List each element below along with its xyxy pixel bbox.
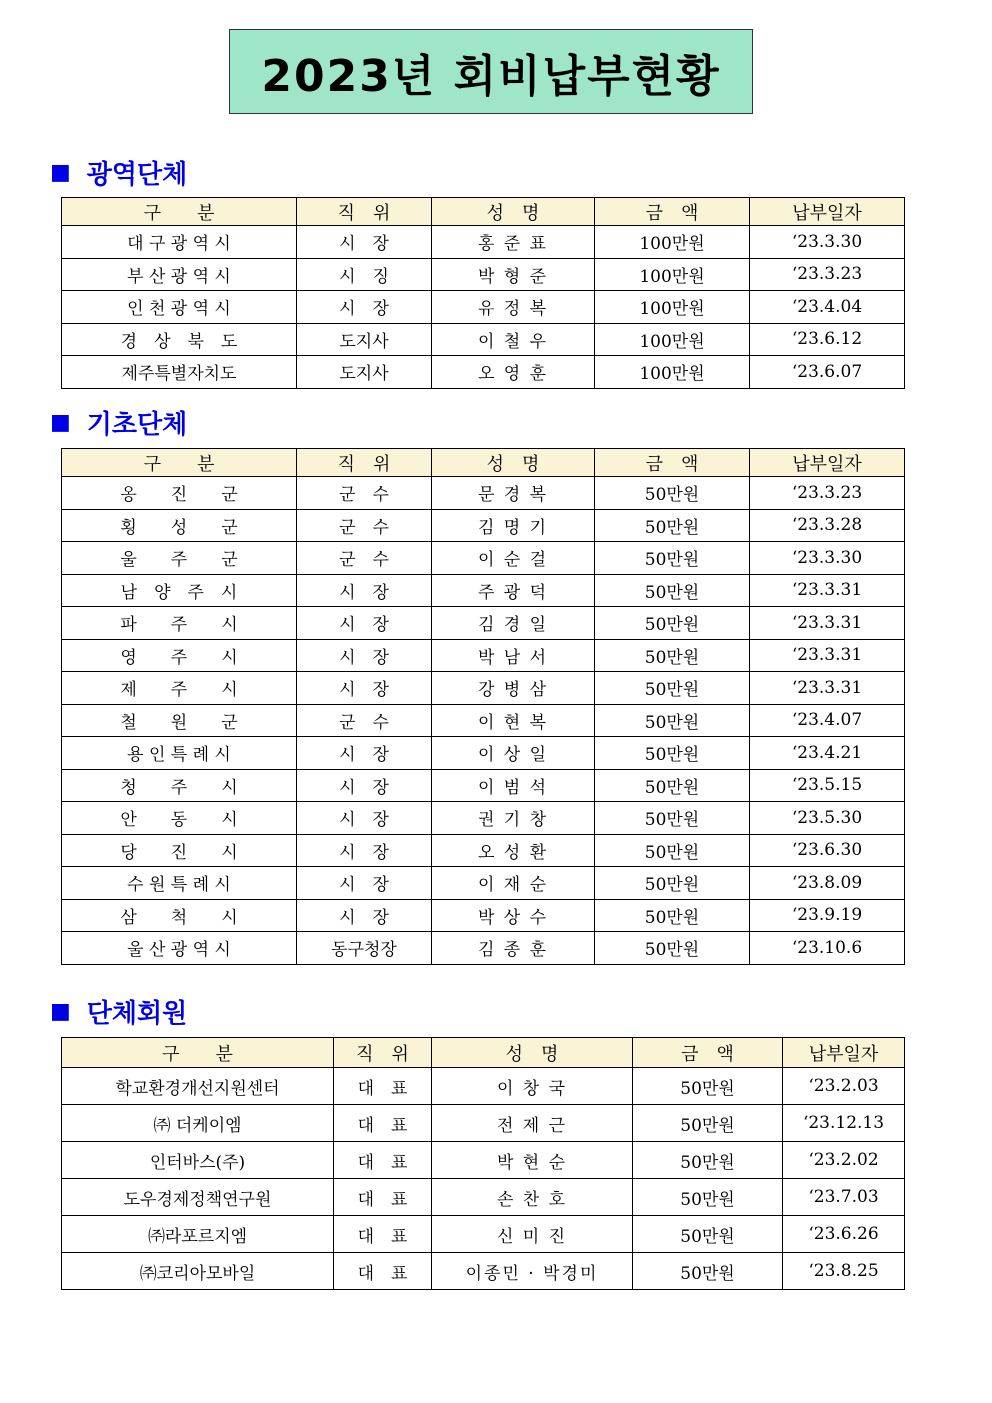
cell-amount: 50만원 [595, 769, 750, 802]
cell-name: 문 경 복 [432, 477, 595, 510]
cell-name: 이 창 국 [432, 1068, 633, 1105]
cell-category: 수 원 특 례 시 [62, 867, 297, 900]
cell-amount: 100만원 [595, 323, 750, 356]
cell-name: 주 광 덕 [432, 574, 595, 607]
organization-table [61, 1037, 905, 1290]
cell-position: 동구청장 [297, 932, 432, 965]
cell-category: 철 원 군 [62, 704, 297, 737]
cell-amount: 50만원 [595, 899, 750, 932]
cell-category: 청 주 시 [62, 769, 297, 802]
header-date: 납부일자 [783, 1038, 905, 1068]
cell-category: 용 인 특 례 시 [62, 737, 297, 770]
header-category: 구 분 [62, 1038, 334, 1068]
cell-date: ‘23.10.6 [750, 932, 905, 965]
cell-amount: 50만원 [633, 1179, 783, 1216]
square-bullet-icon: ■ [50, 160, 71, 185]
regional-table [61, 197, 905, 389]
cell-amount: 50만원 [633, 1253, 783, 1290]
cell-position: 시 장 [297, 639, 432, 672]
table-row [62, 834, 905, 867]
cell-name: 이 재 순 [432, 867, 595, 900]
cell-amount: 50만원 [595, 607, 750, 640]
cell-amount: 50만원 [595, 737, 750, 770]
cell-date: ‘23.4.21 [750, 737, 905, 770]
cell-amount: 50만원 [595, 639, 750, 672]
cell-name: 홍 준 표 [432, 226, 595, 259]
cell-category: 대 구 광 역 시 [62, 226, 297, 259]
table-header-row [62, 198, 905, 226]
header-category: 구 분 [62, 198, 297, 226]
table-row [62, 356, 905, 389]
cell-name: 박 남 서 [432, 639, 595, 672]
cell-position: 대 표 [334, 1105, 432, 1142]
cell-category: 인터바스(주) [62, 1142, 334, 1179]
cell-category: 부 산 광 역 시 [62, 258, 297, 291]
cell-category: 옹 진 군 [62, 477, 297, 510]
header-date: 납부일자 [750, 449, 905, 477]
cell-amount: 50만원 [595, 574, 750, 607]
table-header-row [62, 1038, 905, 1068]
cell-amount: 50만원 [595, 542, 750, 575]
square-bullet-icon: ■ [50, 999, 71, 1024]
cell-date: ‘23.4.07 [750, 704, 905, 737]
section-heading-local [50, 404, 187, 441]
cell-position: 대 표 [334, 1216, 432, 1253]
header-amount: 금 액 [595, 449, 750, 477]
cell-category: 울 주 군 [62, 542, 297, 575]
cell-date: ‘23.3.28 [750, 509, 905, 542]
table-row [62, 704, 905, 737]
cell-position: 시 장 [297, 226, 432, 259]
table-row [62, 737, 905, 770]
title-box [229, 29, 753, 114]
cell-name: 전 제 근 [432, 1105, 633, 1142]
cell-name: 손 찬 호 [432, 1179, 633, 1216]
cell-position: 군 수 [297, 542, 432, 575]
cell-position: 군 수 [297, 477, 432, 510]
cell-category: 파 주 시 [62, 607, 297, 640]
header-amount: 금 액 [633, 1038, 783, 1068]
cell-amount: 50만원 [595, 704, 750, 737]
cell-date: ‘23.6.26 [783, 1216, 905, 1253]
square-bullet-icon: ■ [50, 410, 71, 435]
table-row [62, 639, 905, 672]
cell-amount: 50만원 [595, 867, 750, 900]
cell-position: 시 장 [297, 291, 432, 324]
cell-date: ‘23.3.30 [750, 542, 905, 575]
cell-date: ‘23.8.25 [783, 1253, 905, 1290]
cell-category: ㈜ 더케이엠 [62, 1105, 334, 1142]
cell-name: 이 철 우 [432, 323, 595, 356]
cell-amount: 50만원 [595, 932, 750, 965]
cell-name: 이 현 복 [432, 704, 595, 737]
cell-name: 권 기 창 [432, 802, 595, 835]
local-table [61, 448, 905, 965]
table-row [62, 672, 905, 705]
cell-category: 제주특별자치도 [62, 356, 297, 389]
cell-name: 이 상 일 [432, 737, 595, 770]
cell-category: 제 주 시 [62, 672, 297, 705]
header-name: 성 명 [432, 1038, 633, 1068]
cell-category: 삼 척 시 [62, 899, 297, 932]
table-row [62, 1142, 905, 1179]
table-row [62, 932, 905, 965]
cell-name: 김 명 기 [432, 509, 595, 542]
cell-position: 군 수 [297, 704, 432, 737]
cell-date: ‘23.7.03 [783, 1179, 905, 1216]
cell-name: 이 범 석 [432, 769, 595, 802]
table-row [62, 477, 905, 510]
cell-category: 횡 성 군 [62, 509, 297, 542]
section-heading-organization [50, 993, 187, 1030]
table-row [62, 899, 905, 932]
cell-name: 신 미 진 [432, 1216, 633, 1253]
cell-amount: 50만원 [633, 1142, 783, 1179]
cell-category: 남 양 주 시 [62, 574, 297, 607]
cell-amount: 50만원 [633, 1216, 783, 1253]
cell-date: ‘23.8.09 [750, 867, 905, 900]
cell-category: 학교환경개선지원센터 [62, 1068, 334, 1105]
cell-name: 유 정 복 [432, 291, 595, 324]
cell-amount: 50만원 [633, 1068, 783, 1105]
table-row [62, 258, 905, 291]
header-name: 성 명 [432, 198, 595, 226]
cell-date: ‘23.6.30 [750, 834, 905, 867]
header-amount: 금 액 [595, 198, 750, 226]
table-row [62, 1216, 905, 1253]
section-title: 단체회원 [86, 999, 188, 1029]
cell-date: ‘23.3.31 [750, 639, 905, 672]
cell-date: ‘23.4.04 [750, 291, 905, 324]
header-category: 구 분 [62, 449, 297, 477]
cell-name: 이종민 · 박경미 [432, 1253, 633, 1290]
cell-date: ‘23.9.19 [750, 899, 905, 932]
cell-date: ‘23.12.13 [783, 1105, 905, 1142]
table-row [62, 574, 905, 607]
cell-category: 경 상 북 도 [62, 323, 297, 356]
cell-amount: 100만원 [595, 258, 750, 291]
cell-position: 대 표 [334, 1142, 432, 1179]
cell-position: 시 장 [297, 899, 432, 932]
header-position: 직 위 [297, 198, 432, 226]
table-row [62, 867, 905, 900]
cell-position: 도지사 [297, 356, 432, 389]
cell-category: 안 동 시 [62, 802, 297, 835]
cell-name: 박 상 수 [432, 899, 595, 932]
cell-name: 박 형 준 [432, 258, 595, 291]
table-row [62, 542, 905, 575]
cell-name: 강 병 삼 [432, 672, 595, 705]
cell-date: ‘23.3.31 [750, 574, 905, 607]
table-row [62, 509, 905, 542]
cell-amount: 100만원 [595, 226, 750, 259]
table-row [62, 1179, 905, 1216]
table-row [62, 607, 905, 640]
cell-category: 영 주 시 [62, 639, 297, 672]
cell-name: 김 종 훈 [432, 932, 595, 965]
cell-name: 오 성 환 [432, 834, 595, 867]
cell-category: ㈜라포르지엠 [62, 1216, 334, 1253]
cell-position: 대 표 [334, 1179, 432, 1216]
table-row [62, 291, 905, 324]
cell-date: ‘23.3.23 [750, 258, 905, 291]
table-row [62, 769, 905, 802]
cell-position: 대 표 [334, 1068, 432, 1105]
cell-date: ‘23.6.12 [750, 323, 905, 356]
cell-amount: 50만원 [595, 509, 750, 542]
table-row [62, 226, 905, 259]
cell-amount: 50만원 [633, 1105, 783, 1142]
cell-position: 시 장 [297, 607, 432, 640]
cell-name: 이 순 걸 [432, 542, 595, 575]
cell-position: 도지사 [297, 323, 432, 356]
table-row [62, 1105, 905, 1142]
cell-position: 시 장 [297, 834, 432, 867]
header-name: 성 명 [432, 449, 595, 477]
cell-amount: 50만원 [595, 477, 750, 510]
header-position: 직 위 [297, 449, 432, 477]
cell-date: ‘23.2.03 [783, 1068, 905, 1105]
cell-position: 시 장 [297, 802, 432, 835]
cell-position: 시 장 [297, 672, 432, 705]
cell-amount: 50만원 [595, 834, 750, 867]
cell-date: ‘23.6.07 [750, 356, 905, 389]
cell-category: 인 천 광 역 시 [62, 291, 297, 324]
cell-name: 박 현 순 [432, 1142, 633, 1179]
cell-position: 시 장 [297, 769, 432, 802]
header-position: 직 위 [334, 1038, 432, 1068]
table-row [62, 323, 905, 356]
table-row [62, 1253, 905, 1290]
cell-date: ‘23.3.31 [750, 672, 905, 705]
cell-category: 도우경제정책연구원 [62, 1179, 334, 1216]
cell-date: ‘23.2.02 [783, 1142, 905, 1179]
cell-category: ㈜코리아모바일 [62, 1253, 334, 1290]
header-date: 납부일자 [750, 198, 905, 226]
page-title: 2023년 회비납부현황 [261, 50, 721, 102]
cell-date: ‘23.5.15 [750, 769, 905, 802]
section-title: 기초단체 [86, 410, 188, 440]
cell-position: 군 수 [297, 509, 432, 542]
cell-date: ‘23.3.30 [750, 226, 905, 259]
cell-amount: 100만원 [595, 291, 750, 324]
cell-position: 시 장 [297, 737, 432, 770]
cell-name: 오 영 훈 [432, 356, 595, 389]
table-header-row [62, 449, 905, 477]
cell-amount: 50만원 [595, 802, 750, 835]
cell-position: 시 장 [297, 867, 432, 900]
cell-position: 시 장 [297, 574, 432, 607]
cell-name: 김 경 일 [432, 607, 595, 640]
cell-date: ‘23.5.30 [750, 802, 905, 835]
cell-amount: 100만원 [595, 356, 750, 389]
cell-position: 대 표 [334, 1253, 432, 1290]
cell-amount: 50만원 [595, 672, 750, 705]
table-row [62, 1068, 905, 1105]
cell-date: ‘23.3.23 [750, 477, 905, 510]
table-row [62, 802, 905, 835]
cell-date: ‘23.3.31 [750, 607, 905, 640]
cell-category: 당 진 시 [62, 834, 297, 867]
section-title: 광역단체 [86, 160, 188, 190]
cell-position: 시 징 [297, 258, 432, 291]
section-heading-regional [50, 154, 187, 191]
cell-category: 울 산 광 역 시 [62, 932, 297, 965]
